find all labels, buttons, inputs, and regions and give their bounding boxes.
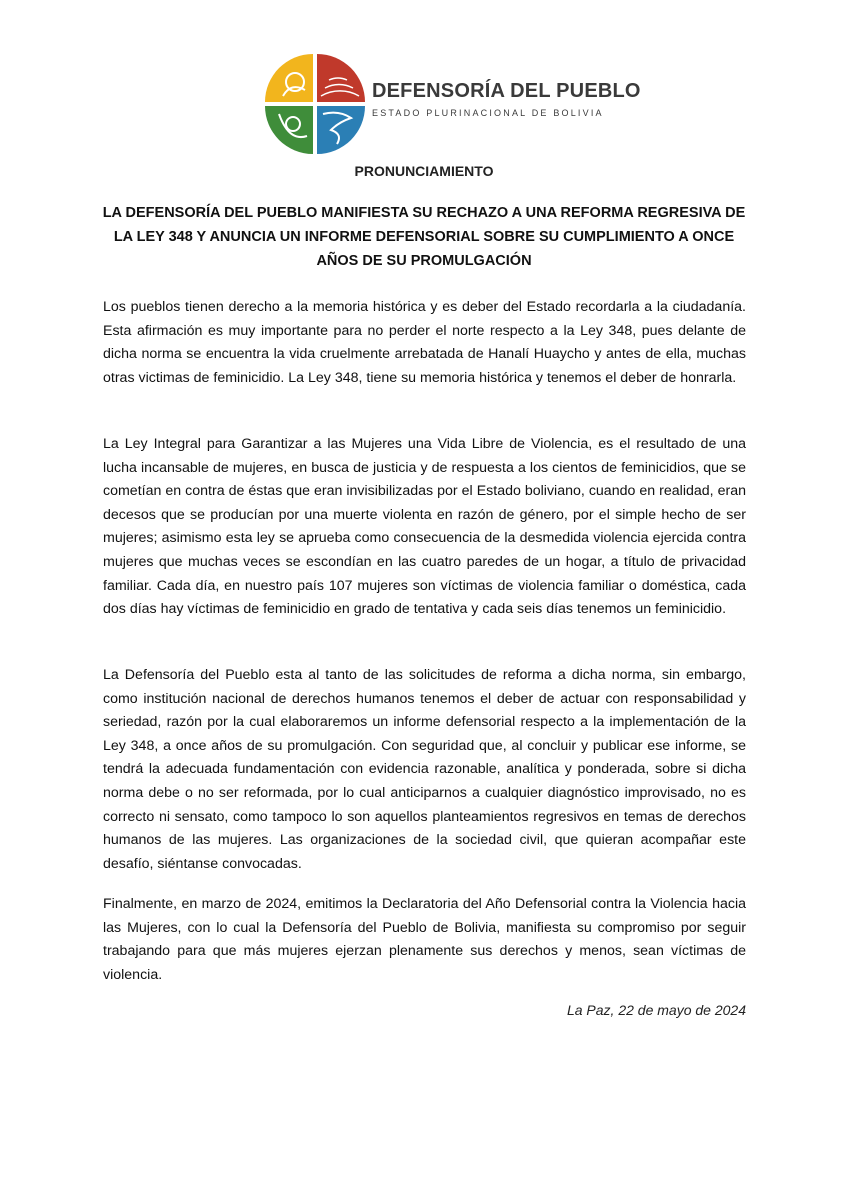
body-paragraph: Los pueblos tienen derecho a la memoria histórica y es deber del Estado recordarla a la ciudadanía. Esta afirmación es muy importante para no perder el norte respecto a la Ley 348, pues delante de dicha norma se encuentra la vida cruelmente arrebatada de Hanalí Huaycho y antes de ella, muchas otras victimas de feminicidio. La Ley 348, tiene su memoria histórica y tenemos el deber de honrarla. bbox=[103, 299, 746, 386]
date-line: La Paz, 22 de mayo de 2024 bbox=[566, 1002, 746, 1018]
header-logo bbox=[265, 52, 641, 156]
emblem-yellow-quadrant bbox=[265, 54, 313, 102]
defensoria-emblem-icon bbox=[265, 52, 365, 156]
body-paragraph: La Ley Integral para Garantizar a las Mujeres una Vida Libre de Violencia, es el resultado de una lucha incansable de mujeres, en busca de justicia y de respuesta a los cientos de feminicidios, que se cometían en contra de éstas que eran invisibilizadas por el Estado boliviano, cuando en realidad, eran decesos que se producían por una muerte violenta en razón de género, por el simple hecho de ser mujeres; asimismo esta ley se aprueba como consecuencia de la desmedida violencia ejercida contra mujeres que muchas veces se escondían en las cuatro paredes de un hogar, a título de privacidad familiar. Cada día, en nuestro país 107 mujeres son víctimas de violencia familiar o doméstica, cada dos días hay víctimas de feminicidio en grado de tentativa y cada seis días tenemos un feminicidio. bbox=[103, 436, 746, 618]
body-paragraph: Finalmente, en marzo de 2024, emitimos la Declaratoria del Año Defensorial contra la Violencia hacia las Mujeres, con lo cual la Defensoría del Pueblo de Bolivia, manifiesta su compromiso por seguir trabajando para que más mujeres ejerzan plenamente sus derechos y menos, sean víctimas de violencia. bbox=[103, 896, 746, 983]
brand-subtitle: ESTADO PLURINACIONAL DE BOLIVIA bbox=[372, 108, 604, 118]
body-paragraph: La Defensoría del Pueblo esta al tanto de las solicitudes de reforma a dicha norma, sin embargo, como institución nacional de derechos humanos tenemos el deber de actuar con responsabilidad y seriedad, razón por la cual elaboraremos un informe defensorial respecto a la implementación de la Ley 348, a once años de su promulgación. Con seguridad que, al concluir y publicar ese informe, se tendrá la adecuada fundamentación con evidencia razonable, analítica y ponderada, sobre si dicha norma debe o no ser reformada, por lo cual anticiparnos a cualquier diagnóstico improvisado, no es correcto ni sensato, como tampoco lo son aquellos planteamientos regresivos en temas de derechos humanos de las mujeres. Las organizaciones de la sociedad civil, que quieran acompañar este desafío, siéntanse convocadas. bbox=[103, 667, 746, 872]
document-type: PRONUNCIAMIENTO bbox=[354, 163, 494, 179]
brand-name: DEFENSORÍA DEL PUEBLO bbox=[372, 80, 641, 102]
document-headline: LA DEFENSORÍA DEL PUEBLO MANIFIESTA SU RECHAZO A UNA REFORMA REGRESIVA DE LA LEY 348 Y ANUNCIA UN INFORME DEFENSORIAL SOBRE SU CUMPLIMIENTO A ONCE AÑOS DE SU PROMULGACIÓN bbox=[102, 205, 746, 269]
